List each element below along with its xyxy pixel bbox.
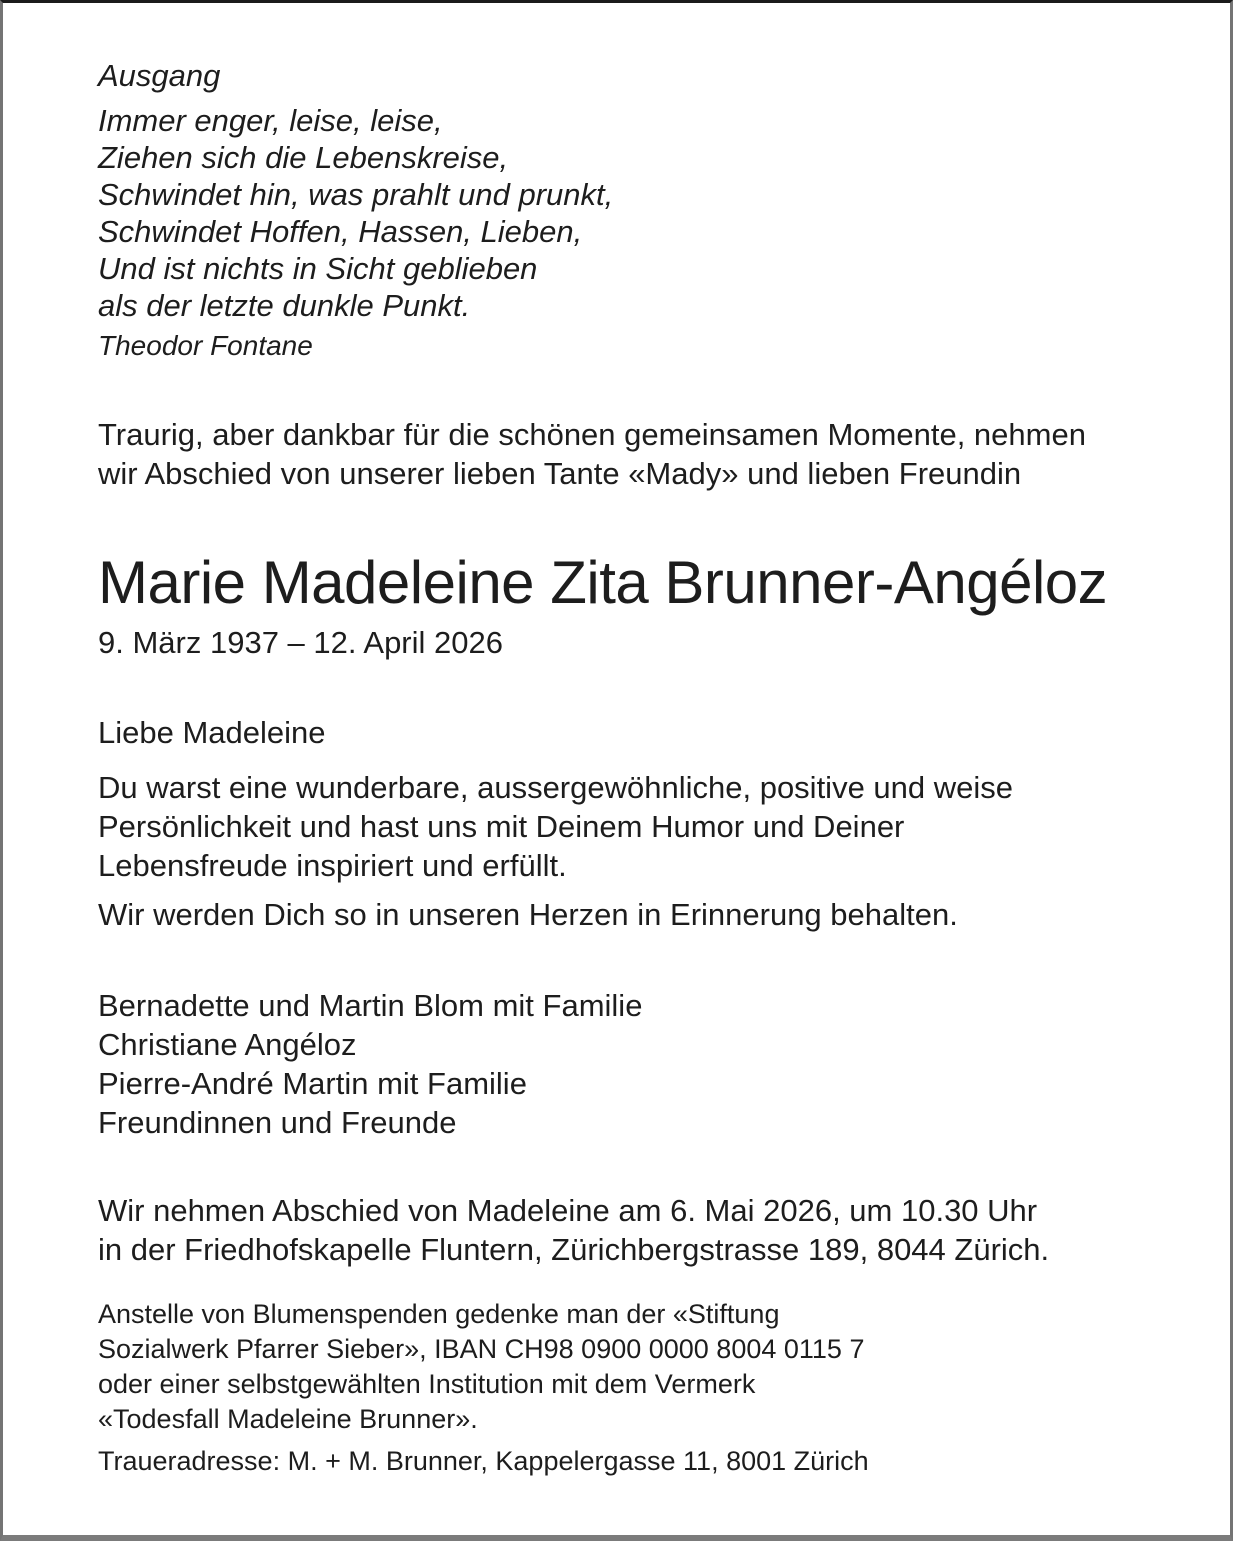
funeral-line: in der Friedhofskapelle Fluntern, Zürichbergstrasse 189, 8044 Zürich. [98, 1232, 1050, 1267]
poem-line: Schwindet hin, was prahlt und prunkt, [98, 177, 614, 212]
poem [98, 102, 1137, 324]
deceased-name: Marie Madeleine Zita Brunner-Angéloz [98, 549, 1108, 616]
funeral-paragraph [98, 1191, 1137, 1269]
poem-title: Ausgang [98, 58, 221, 93]
funeral-line: Wir nehmen Abschied von Madeleine am 6. Mai 2026, um 10.30 Uhr [98, 1193, 1038, 1228]
donation-line: oder einer selbstgewählten Institution mit dem Vermerk [98, 1369, 756, 1399]
poem-line: Immer enger, leise, leise, [98, 103, 443, 138]
poem-line: als der letzte dunkle Punkt. [98, 288, 471, 323]
donation-paragraph [98, 1297, 1137, 1437]
donation-line: Sozialwerk Pfarrer Sieber», IBAN CH98 0900 0000 8004 0115 7 [98, 1334, 865, 1364]
poem-line: Schwindet Hoffen, Hassen, Lieben, [98, 214, 583, 249]
life-dates: 9. März 1937 – 12. April 2026 [98, 625, 503, 660]
donation-line: Anstelle von Blumenspenden gedenke man der «Stiftung [98, 1299, 780, 1329]
mourning-address: Traueradresse: M. + M. Brunner, Kappelergasse 11, 8001 Zürich [98, 1446, 869, 1476]
tribute-paragraph [98, 768, 1137, 885]
poem-line: Ziehen sich die Lebenskreise, [98, 140, 509, 175]
poem-attribution: Theodor Fontane [98, 330, 313, 361]
poem-line: Und ist nichts in Sicht geblieben [98, 251, 538, 286]
mourner-line: Freundinnen und Freunde [98, 1105, 457, 1140]
mourners-list [98, 986, 1137, 1142]
tribute-line: Persönlichkeit und hast uns mit Deinem Humor und Deiner [98, 809, 905, 844]
salutation: Liebe Madeleine [98, 715, 326, 750]
tribute-line: Lebensfreude inspiriert und erfüllt. [98, 848, 567, 883]
intro-paragraph [98, 415, 1137, 493]
remembrance-line: Wir werden Dich so in unseren Herzen in Erinnerung behalten. [98, 897, 958, 932]
mourner-line: Bernadette und Martin Blom mit Familie [98, 988, 643, 1023]
mourner-line: Christiane Angéloz [98, 1027, 357, 1062]
mourner-line: Pierre-André Martin mit Familie [98, 1066, 527, 1101]
intro-line: wir Abschied von unserer lieben Tante «Mady» und lieben Freundin [98, 456, 1022, 491]
intro-line: Traurig, aber dankbar für die schönen gemeinsamen Momente, nehmen [98, 417, 1086, 452]
donation-line: «Todesfall Madeleine Brunner». [98, 1404, 478, 1434]
tribute-line: Du warst eine wunderbare, aussergewöhnliche, positive und weise [98, 770, 1014, 805]
